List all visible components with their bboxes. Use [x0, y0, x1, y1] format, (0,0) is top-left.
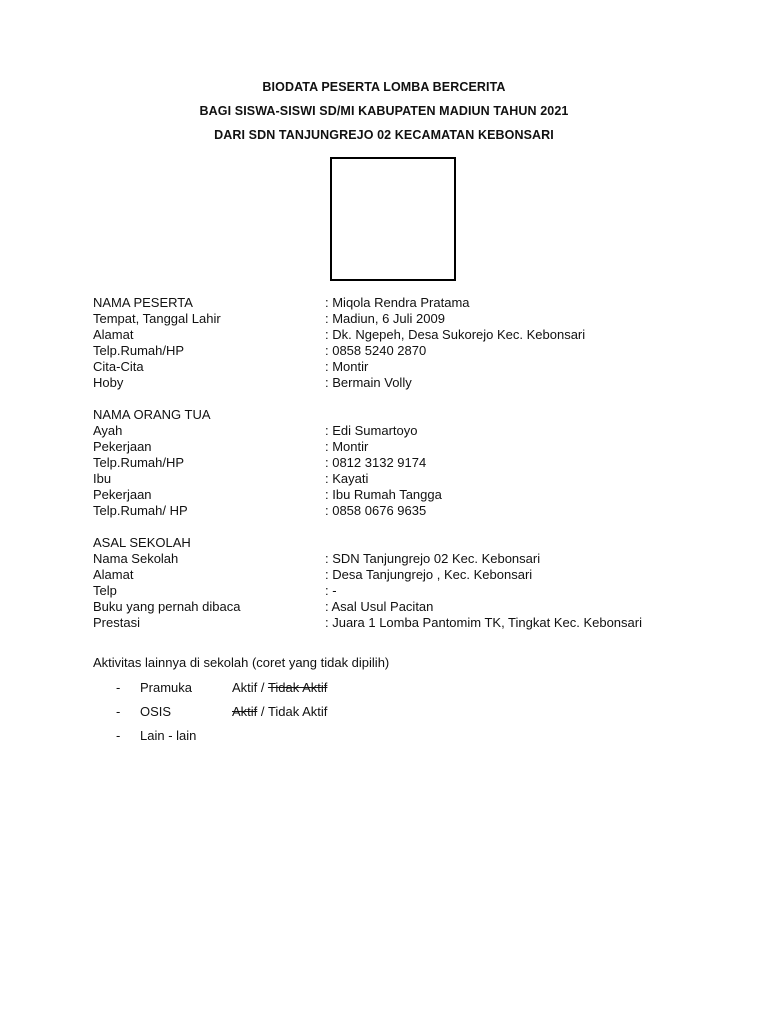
- field-label: Cita-Cita: [93, 359, 144, 374]
- field-value: : Asal Usul Pacitan: [325, 599, 434, 614]
- field-label: Alamat: [93, 327, 134, 342]
- field-label: Alamat: [93, 567, 134, 582]
- activity-name-pramuka: Pramuka: [140, 680, 193, 695]
- field-label: Prestasi: [93, 615, 140, 630]
- activity-name-osis: OSIS: [140, 704, 172, 719]
- field-value: : 0858 5240 2870: [325, 343, 427, 358]
- field-value: : Kayati: [325, 471, 369, 486]
- section-heading-sekolah: ASAL SEKOLAH: [93, 535, 191, 550]
- field-value: : Madiun, 6 Juli 2009: [325, 311, 445, 326]
- activity-options-osis: [232, 704, 327, 719]
- option-aktif: Aktif: [232, 680, 258, 695]
- field-label: NAMA PESERTA: [93, 295, 193, 310]
- field-label: Buku yang pernah dibaca: [93, 599, 241, 614]
- field-value: : 0812 3132 9174: [325, 455, 427, 470]
- section-heading-orang-tua: NAMA ORANG TUA: [93, 407, 211, 422]
- aktivitas-heading: Aktivitas lainnya di sekolah (coret yang tidak dipilih): [93, 655, 390, 670]
- field-value: : Miqola Rendra Pratama: [325, 295, 470, 310]
- field-value: : Montir: [325, 439, 369, 454]
- field-value: : Montir: [325, 359, 369, 374]
- field-value: : 0858 0676 9635: [325, 503, 427, 518]
- field-label: Telp.Rumah/HP: [93, 455, 185, 470]
- title-line-1: BIODATA PESERTA LOMBA BERCERITA: [262, 80, 506, 94]
- list-dash: -: [116, 680, 121, 695]
- field-label: Telp.Rumah/ HP: [93, 503, 188, 518]
- field-value: : -: [325, 583, 337, 598]
- option-tidak-aktif-struck: Tidak Aktif: [267, 680, 328, 695]
- field-value: : SDN Tanjungrejo 02 Kec. Kebonsari: [325, 551, 541, 566]
- field-value: : Juara 1 Lomba Pantomim TK, Tingkat Kec. Kebonsari: [325, 615, 642, 630]
- option-separator: /: [260, 704, 265, 719]
- field-value: : Ibu Rumah Tangga: [325, 487, 442, 502]
- field-label: Hoby: [93, 375, 124, 390]
- field-value: : Dk. Ngepeh, Desa Sukorejo Kec. Kebonsari: [325, 327, 586, 342]
- field-label: Nama Sekolah: [93, 551, 179, 566]
- field-label: Telp.Rumah/HP: [93, 343, 185, 358]
- field-label: Pekerjaan: [93, 487, 152, 502]
- list-dash: -: [116, 728, 121, 743]
- field-label: Ibu: [93, 471, 112, 486]
- field-value: : Desa Tanjungrejo , Kec. Kebonsari: [325, 567, 533, 582]
- title-line-3: DARI SDN TANJUNGREJO 02 KECAMATAN KEBONSARI: [214, 128, 554, 142]
- option-separator: /: [260, 680, 265, 695]
- field-value: : Bermain Volly: [325, 375, 412, 390]
- activity-name-lain-lain: Lain - lain: [140, 728, 197, 743]
- activity-options-pramuka: [232, 680, 327, 695]
- field-label: Tempat, Tanggal Lahir: [93, 311, 221, 326]
- title-line-2: BAGI SISWA-SISWI SD/MI KABUPATEN MADIUN TAHUN 2021: [199, 104, 569, 118]
- photo-box: [330, 157, 456, 281]
- option-tidak-aktif: Tidak Aktif: [267, 704, 328, 719]
- option-aktif-struck: Aktif: [232, 704, 258, 719]
- field-value: : Edi Sumartoyo: [325, 423, 418, 438]
- field-label: Ayah: [93, 423, 123, 438]
- field-label: Pekerjaan: [93, 439, 152, 454]
- field-label: Telp: [93, 583, 117, 598]
- list-dash: -: [116, 704, 121, 719]
